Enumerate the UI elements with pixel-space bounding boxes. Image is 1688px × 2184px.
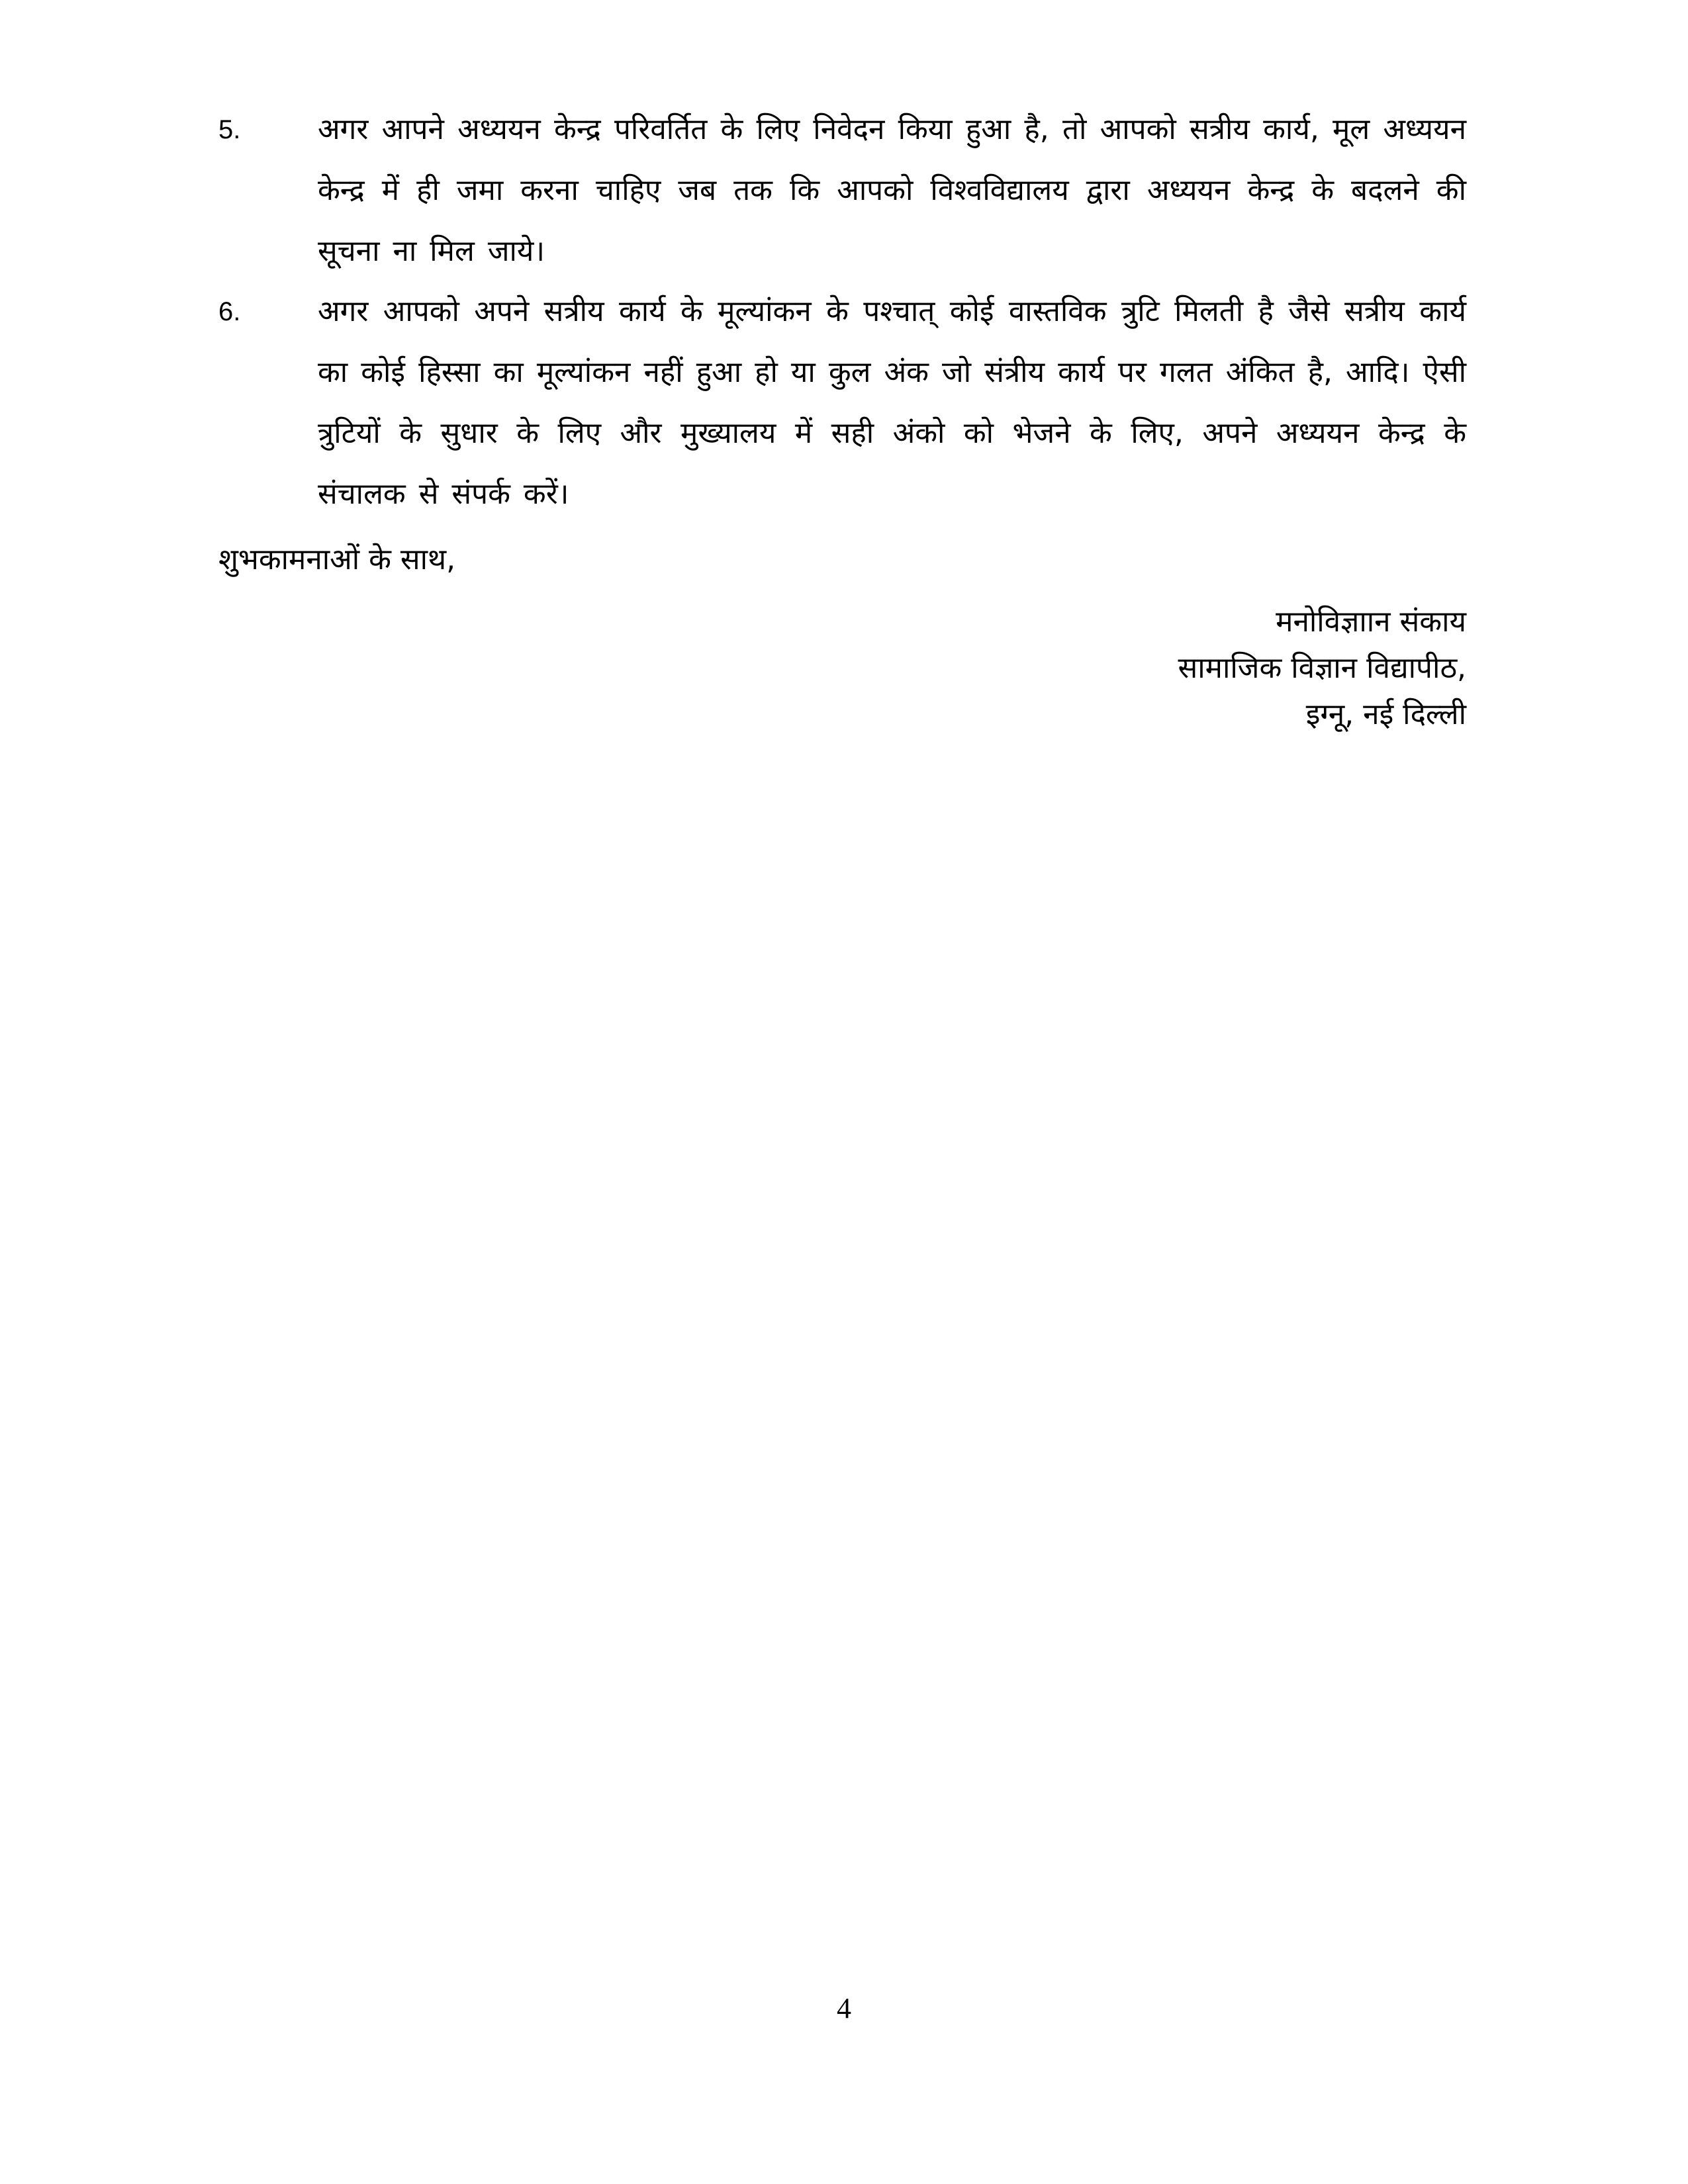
item-text: अगर आपने अध्ययन केन्द्र परिवर्तित के लिए निवेदन किया हुआ है, तो आपको सत्रीय कार्य, मूल अध्ययन केन्द्र में ही जमा करना चाहिए जब तक कि आपको विश्वविद्यालय द्वारा अध्ययन केन्द्र के बदलने की सूचना ना मिल जाये।: [318, 113, 1466, 268]
signature-faculty: मनोविज्ञाान संकाय: [1276, 605, 1466, 639]
list-item-6: [218, 281, 1466, 525]
page-number: 4: [837, 1992, 851, 2025]
closing-salutation: शुभकामनाओं के साथ,: [218, 543, 456, 576]
signature-university: इग्नू, नई दिल्ली: [1305, 698, 1466, 731]
item-number: 6.: [218, 297, 241, 326]
signature-school: सामाजिक विज्ञान विद्यापीठ,: [1178, 651, 1466, 685]
item-number: 5.: [218, 115, 241, 144]
list-item-5: [218, 99, 1466, 282]
signature-block: [1178, 599, 1466, 738]
item-text: अगर आपको अपने सत्रीय कार्य के मूल्यांकन के पश्चात् कोई वास्तविक त्रुटि मिलती है जैसे सत्रीय कार्य का कोई हिस्सा का मूल्यांकन नहीं हुआ हो या कुल अंक जो संत्रीय कार्य पर गलत अंकित है, आदि। ऐसी त्रुटियों के सुधार के लिए और मुख्यालय में सही अंको को भेजने के लिए, अपने अध्ययन केन्द्र के संचालक से संपर्क करें।: [318, 295, 1466, 511]
